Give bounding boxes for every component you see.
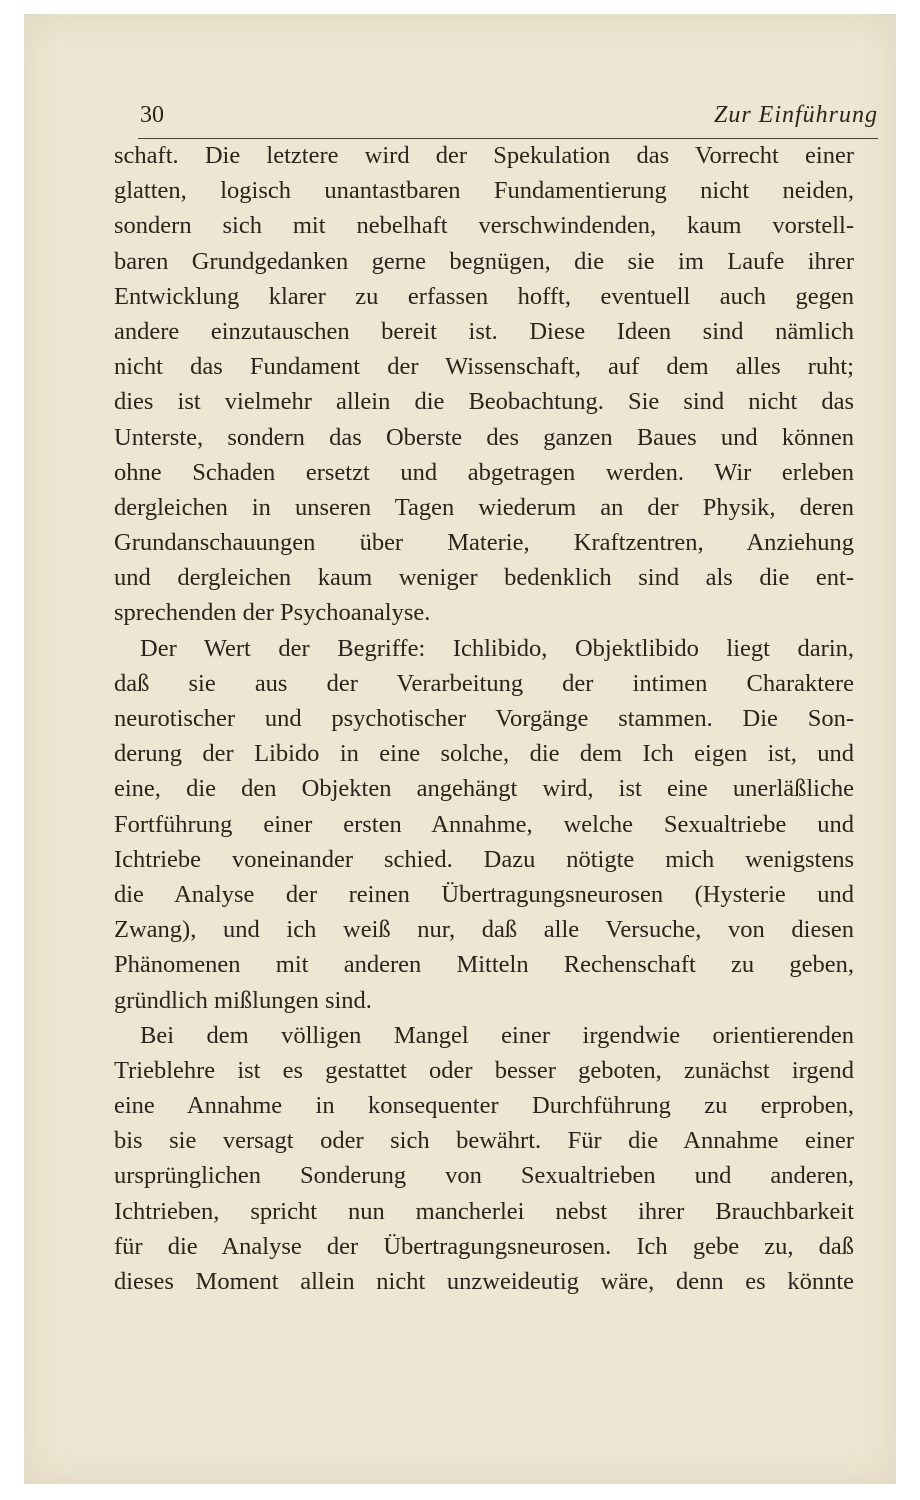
text-line: Ichtrieben, spricht nun mancherlei nebst ihrer Brauchbarkeit bbox=[114, 1197, 854, 1225]
page-number: 30 bbox=[140, 102, 164, 128]
text-line: Phänomenen mit anderen Mitteln Rechenschaft zu geben, bbox=[114, 951, 854, 979]
text-line: baren Grundgedanken gerne begnügen, die sie im Laufe ihrer bbox=[114, 247, 854, 275]
text-line: sondern sich mit nebelhaft verschwindenden, kaum vorstell- bbox=[114, 212, 854, 240]
text-line: ohne Schaden ersetzt und abgetragen werden. Wir erleben bbox=[114, 458, 854, 486]
text-line: Ichtriebe voneinander schied. Dazu nötigte mich wenigstens bbox=[114, 845, 854, 873]
text-line: daß sie aus der Verarbeitung der intimen Charaktere bbox=[114, 669, 854, 697]
text-line: glatten, logisch unantastbaren Fundamentierung nicht neiden, bbox=[114, 177, 854, 205]
text-line: sprechenden der Psychoanalyse. bbox=[114, 599, 431, 627]
text-line: für die Analyse der Übertragungsneurosen. Ich gebe zu, daß bbox=[114, 1232, 854, 1260]
text-line: Grundanschauungen über Materie, Kraftzentren, Anziehung bbox=[114, 529, 854, 557]
text-line: Entwicklung klarer zu erfassen hofft, eventuell auch gegen bbox=[114, 282, 854, 310]
text-line: derung der Libido in eine solche, die dem Ich eigen ist, und bbox=[114, 740, 854, 768]
page-header bbox=[138, 98, 878, 139]
text-line: Zwang), und ich weiß nur, daß alle Versuche, von diesen bbox=[114, 916, 854, 944]
text-line: neurotischer und psychotischer Vorgänge stammen. Die Son- bbox=[114, 705, 854, 732]
text-line: eine, die den Objekten angehängt wird, ist eine unerläßliche bbox=[114, 775, 854, 803]
text-line: Fortführung einer ersten Annahme, welche Sexualtriebe und bbox=[114, 810, 854, 838]
text-line: und dergleichen kaum weniger bedenklich sind als die ent- bbox=[114, 564, 854, 592]
text-line: dergleichen in unseren Tagen wiederum an der Physik, deren bbox=[114, 493, 854, 521]
body-text bbox=[114, 138, 854, 1299]
text-line: Bei dem völligen Mangel einer irgendwie orientierenden bbox=[140, 1021, 854, 1049]
text-line: gründlich mißlungen sind. bbox=[114, 986, 372, 1014]
text-line: schaft. Die letztere wird der Spekulation das Vorrecht einer bbox=[114, 142, 854, 169]
text-line: die Analyse der reinen Übertragungsneurosen (Hysterie und bbox=[114, 880, 854, 908]
text-line: andere einzutauschen bereit ist. Diese Ideen sind nämlich bbox=[114, 317, 854, 345]
text-line: eine Annahme in konsequenter Durchführung zu erproben, bbox=[114, 1092, 854, 1120]
running-title: Zur Einführung bbox=[713, 102, 878, 128]
text-line: bis sie versagt oder sich bewährt. Für die Annahme einer bbox=[114, 1127, 854, 1155]
text-line: dieses Moment allein nicht unzweideutig wäre, denn es könnte bbox=[114, 1268, 854, 1295]
text-line: Unterste, sondern das Oberste des ganzen Baues und können bbox=[114, 423, 854, 451]
text-line: Der Wert der Begriffe: Ichlibido, Objektlibido liegt darin, bbox=[140, 634, 854, 662]
text-line: nicht das Fundament der Wissenschaft, auf dem alles ruht; bbox=[114, 353, 854, 381]
text-line: Trieblehre ist es gestattet oder besser geboten, zunächst irgend bbox=[114, 1056, 854, 1084]
text-line: ursprünglichen Sonderung von Sexualtrieben und anderen, bbox=[114, 1162, 854, 1190]
text-line: dies ist vielmehr allein die Beobachtung. Sie sind nicht das bbox=[114, 388, 854, 416]
